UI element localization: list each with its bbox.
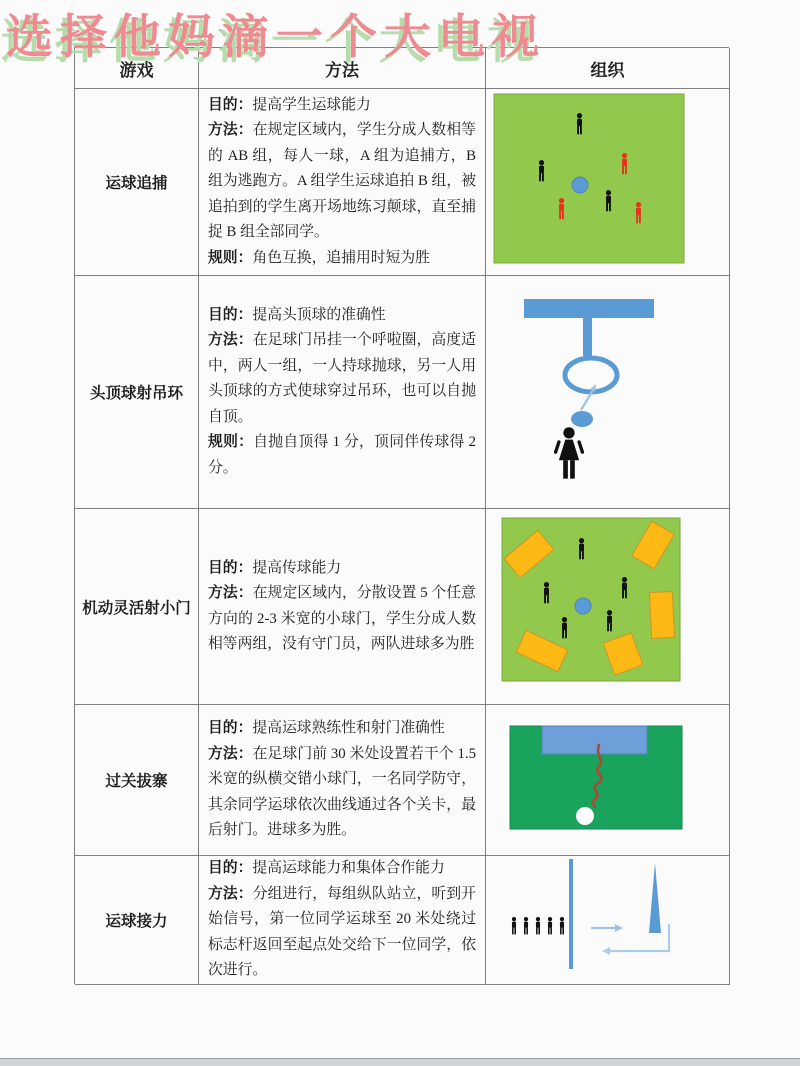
goal-crossbar bbox=[524, 299, 654, 318]
rule-label: 规则： bbox=[208, 434, 254, 451]
ball-icon bbox=[571, 411, 593, 427]
queued-student-icon bbox=[536, 917, 540, 935]
arrowhead bbox=[602, 947, 610, 955]
watermark-text: 选择他妈滴一个大电视 bbox=[6, 12, 546, 64]
game-name-header-ring: 头顶球射吊环 bbox=[75, 276, 199, 509]
method-text: 在规定区域内，分散设置 5 个任意方向的 2-3 米宽的小球门，学生分成人数相等两组，没有守门员，两队进球多为胜 bbox=[208, 585, 476, 652]
slalom-diagram bbox=[486, 705, 729, 855]
diagram-header-ring bbox=[486, 276, 730, 509]
field-diagram bbox=[486, 89, 729, 275]
student-icon bbox=[553, 427, 584, 478]
queued-student-icon bbox=[524, 917, 528, 935]
game-name-pass-gates: 过关拔寨 bbox=[75, 705, 199, 856]
green-field bbox=[494, 94, 684, 263]
yellow-goal bbox=[649, 591, 674, 638]
ring-diagram bbox=[486, 276, 729, 508]
diagram-pass-gates bbox=[486, 705, 730, 856]
diagram-flexible-goals bbox=[486, 509, 730, 705]
game-name-dribble-relay: 运球接力 bbox=[75, 856, 199, 985]
method-label: 方法： bbox=[208, 332, 253, 349]
football-games-table bbox=[74, 47, 729, 984]
method-line bbox=[208, 328, 476, 430]
purpose-text: 提高运球熟练性和射门准确性 bbox=[252, 720, 445, 737]
page-bottom-edge bbox=[0, 1058, 800, 1066]
purpose-label: 目的： bbox=[208, 860, 253, 877]
purpose-label: 目的： bbox=[208, 720, 253, 737]
hanging-rope bbox=[583, 318, 592, 356]
header-game: 游戏 bbox=[75, 48, 199, 89]
goals-diagram bbox=[486, 509, 729, 704]
purpose-text: 提高头顶球的准确性 bbox=[252, 306, 386, 323]
marker-pole-cone bbox=[649, 863, 661, 933]
purpose-text: 提高传球能力 bbox=[252, 559, 342, 576]
purpose-label: 目的： bbox=[208, 96, 253, 113]
game-name-flexible-goals: 机动灵活射小门 bbox=[75, 509, 199, 705]
purpose-line bbox=[208, 856, 476, 882]
method-cell-header-ring bbox=[199, 276, 486, 509]
purpose-text: 提高运球能力和集体合作能力 bbox=[252, 860, 445, 877]
method-text: 分组进行，每组纵队站立，听到开始信号，第一位同学运球至 20 米处绕过标志杆返回至起点处交给下一位同学，依次进行。 bbox=[208, 885, 476, 979]
header-method: 方法 bbox=[199, 48, 486, 89]
arrowhead bbox=[615, 924, 623, 932]
diagram-dribble-relay bbox=[486, 856, 730, 985]
queued-student-icon bbox=[512, 917, 516, 935]
method-line bbox=[208, 742, 476, 844]
queued-student-icon bbox=[548, 917, 552, 935]
header-organization: 组织 bbox=[486, 48, 730, 89]
method-text: 在足球门吊挂一个呼啦圈，高度适中，两人一组，一人持球抛球，另一人用头顶球的方式使球穿过吊环，也可以自抛自顶。 bbox=[208, 332, 476, 425]
relay-diagram bbox=[486, 856, 729, 983]
rule-text: 自抛自顶得 1 分，顶同伴传球得 2 分。 bbox=[208, 434, 476, 476]
start-line bbox=[569, 859, 573, 969]
method-cell-flexible-goals bbox=[199, 509, 486, 705]
purpose-text: 提高学生运球能力 bbox=[252, 96, 371, 113]
method-label: 方法： bbox=[208, 122, 253, 139]
method-line bbox=[208, 581, 476, 658]
ball-icon bbox=[575, 598, 591, 614]
ball-icon bbox=[572, 177, 588, 193]
purpose-line bbox=[208, 303, 476, 329]
goal-area bbox=[542, 726, 647, 754]
method-label: 方法： bbox=[208, 885, 253, 902]
purpose-line bbox=[208, 93, 476, 119]
method-cell-pass-gates bbox=[199, 705, 486, 856]
purpose-line bbox=[208, 716, 476, 742]
method-label: 方法： bbox=[208, 745, 253, 762]
method-cell-dribble-relay bbox=[199, 856, 486, 985]
method-cell-dribble-chase bbox=[199, 89, 486, 276]
method-text: 在足球门前 30 米处设置若干个 1.5 米宽的纵横交错小球门，一名同学防守，其余同学运球依次曲线通过各个关卡，最后射门。进球多为胜。 bbox=[208, 745, 476, 839]
method-text: 在规定区域内，学生分成人数相等的 AB 组，每人一球，A 组为追捕方，B 组为逃跑方。A 组学生运球追拍 B 组，被追拍到的学生离开场地练习颠球，直至捕捉 B 组全部同学。 bbox=[208, 122, 476, 241]
method-label: 方法： bbox=[208, 585, 253, 601]
rule-label: 规则： bbox=[208, 249, 253, 266]
rule-line bbox=[208, 246, 476, 272]
purpose-label: 目的： bbox=[208, 559, 253, 576]
white-ball-icon bbox=[576, 807, 594, 825]
game-name-dribble-chase: 运球追捕 bbox=[75, 89, 199, 276]
rule-text: 角色互换，追捕用时短为胜 bbox=[252, 249, 430, 266]
purpose-label: 目的： bbox=[208, 306, 253, 323]
rule-line bbox=[208, 430, 476, 481]
method-line bbox=[208, 882, 476, 984]
purpose-line bbox=[208, 556, 476, 582]
hula-hoop-ring bbox=[565, 358, 617, 392]
diagram-dribble-chase bbox=[486, 89, 730, 276]
method-line bbox=[208, 118, 476, 246]
queued-student-icon bbox=[560, 917, 564, 935]
